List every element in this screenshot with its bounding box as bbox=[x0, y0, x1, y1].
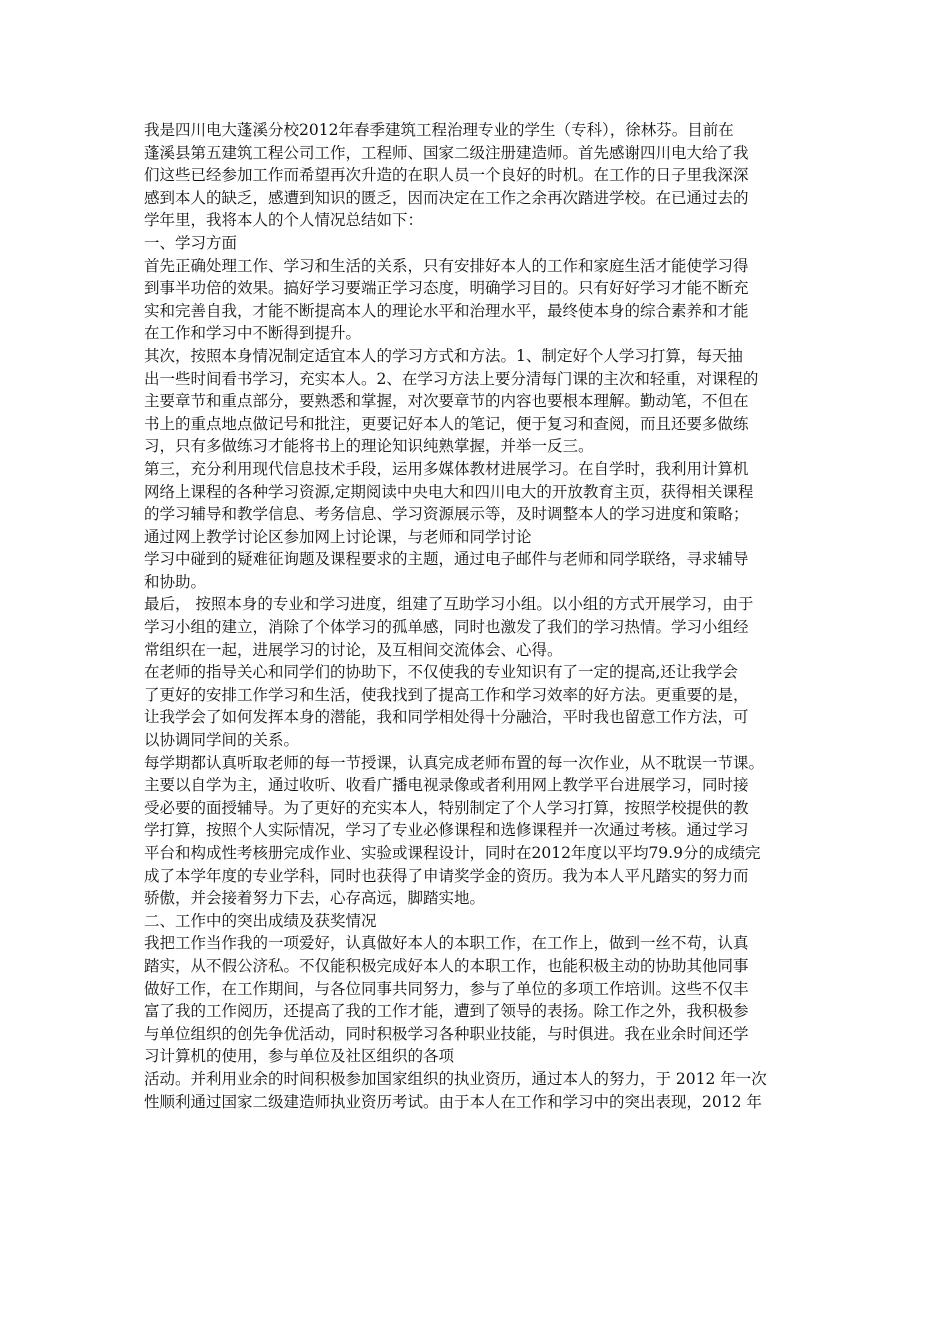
text-line: 我是四川电大蓬溪分校2012年春季建筑工程治理专业的学生（专科），徐林芬。目前在 bbox=[144, 121, 734, 139]
text-line: 做好工作，在工作期间，与各位同事共同努力，参与了单位的多项工作培训。这些不仅丰 bbox=[144, 979, 749, 998]
text-line: 受必要的面授辅导。为了更好的充实本人，特别制定了个人学习打算，按照学校提供的教 bbox=[144, 798, 749, 817]
text-line: 感到本人的缺乏，感遭到知识的匮乏，因而决定在工作之余再次踏进学校。在已通过去的 bbox=[144, 188, 749, 207]
text-line: 与单位组织的创先争优活动，同时积极学习各种职业技能，与时俱进。我在业余时间还学 bbox=[144, 1024, 749, 1043]
text-line: 常组织在一起，进展学习的讨论，及互相间交流体会、心得。 bbox=[144, 640, 563, 659]
text-line: 成了本学年度的专业学科，同时也获得了申请奖学金的资历。我为本人平凡踏实的努力而 bbox=[144, 866, 749, 885]
text-line: 平台和构成性考核册完成作业、实验或课程设计，同时在2012年度以平均79.9分的成绩完 bbox=[144, 844, 761, 862]
text-line: 首先正确处理工作、学习和生活的关系，只有安排好本人的工作和家庭生活才能使学习得 bbox=[144, 256, 749, 275]
document-body bbox=[144, 119, 810, 1113]
text-line: 活动。并利用业余的时间积极参加国家组织的执业资历，通过本人的努力，于 2012 年一次 bbox=[144, 1069, 767, 1088]
text-line: 让我学会了如何发挥本身的潜能，我和同学相处得十分融洽，平时我也留意工作方法，可 bbox=[144, 708, 749, 727]
text-line: 到事半功倍的效果。搞好学习要端正学习态度，明确学习目的。只有好好学习才能不断充 bbox=[144, 279, 749, 298]
text-line: 骄傲，并会接着努力下去，心存高远，脚踏实地。 bbox=[144, 889, 486, 908]
text-line: 出一些时间看书学习，充实本人。2、在学习方法上要分清每门课的主次和轻重，对课程的 bbox=[144, 369, 759, 388]
text-line: 在老师的指导关心和同学们的协助下，不仅使我的专业知识有了一定的提高,还让我学会 bbox=[144, 663, 738, 682]
text-line: 学年里，我将本人的个人情况总结如下： bbox=[144, 211, 424, 230]
text-line: 学习小组的建立，消除了个体学习的孤单感，同时也激发了我们的学习热情。学习小组经 bbox=[144, 618, 749, 637]
text-line: 蓬溪县第五建筑工程公司工作，工程师、国家二级注册建造师。首先感谢四川电大给了我 bbox=[144, 143, 749, 162]
text-line: 主要以自学为主，通过收听、收看广播电视录像或者利用网上教学平台进展学习，同时接 bbox=[144, 776, 749, 795]
text-line: 一、学习方面 bbox=[144, 233, 238, 252]
text-line: 和协助。 bbox=[144, 572, 207, 591]
text-line: 踏实，从不假公济私。不仅能积极完成好本人的本职工作，也能积极主动的协助其他同事 bbox=[144, 956, 749, 975]
text-line: 其次，按照本身情况制定适宜本人的学习方式和方法。1、制定好个人学习打算，每天抽 bbox=[144, 346, 743, 365]
text-line: 富了我的工作阅历，还提高了我的工作才能，遭到了领导的表扬。除工作之外，我积极参 bbox=[144, 1002, 749, 1021]
text-line: 学打算，按照个人实际情况，学习了专业必修课程和选修课程并一次通过考核。通过学习 bbox=[144, 821, 749, 840]
text-line: 学习中碰到的疑难征询题及课程要求的主题，通过电子邮件与老师和同学联络，寻求辅导 bbox=[144, 550, 749, 569]
text-line: 第三，充分利用现代信息技术手段，运用多媒体教材进展学习。在自学时，我利用计算机 bbox=[144, 459, 749, 478]
text-line: 习，只有多做练习才能将书上的理论知识纯熟掌握，并举一反三。 bbox=[144, 437, 594, 456]
text-line: 主要章节和重点部分，要熟悉和掌握，对次要章节的内容也要根本理解。勤动笔，不但在 bbox=[144, 392, 749, 411]
text-line: 们这些已经参加工作而希望再次升造的在职人员一个良好的时机。在工作的日子里我深深 bbox=[144, 166, 749, 185]
text-line: 习计算机的使用，参与单位及社区组织的各项 bbox=[144, 1047, 455, 1066]
text-line: 的学习辅导和教学信息、考务信息、学习资源展示等，及时调整本人的学习进度和策略； bbox=[144, 505, 749, 524]
text-line: 通过网上教学讨论区参加网上讨论课，与老师和同学讨论 bbox=[144, 527, 532, 546]
text-line: 实和完善自我，才能不断提高本人的理论水平和治理水平，最终使本身的综合素养和才能 bbox=[144, 301, 749, 320]
text-line: 在工作和学习中不断得到提升。 bbox=[144, 324, 362, 343]
text-line: 网络上课程的各种学习资源,定期阅读中央电大和四川电大的开放教育主页，获得相关课程 bbox=[144, 482, 754, 501]
text-line: 性顺利通过国家二级建造师执业资历考试。由于本人在工作和学习中的突出表现，2012 年 bbox=[144, 1092, 762, 1111]
text-line: 最后， 按照本身的专业和学习进度，组建了互助学习小组。以小组的方式开展学习，由于 bbox=[144, 595, 754, 614]
text-line: 了更好的安排工作学习和生活，使我找到了提高工作和学习效率的好方法。更重要的是， bbox=[144, 685, 749, 704]
text-line: 我把工作当作我的一项爱好，认真做好本人的本职工作，在工作上，做到一丝不苟，认真 bbox=[144, 934, 749, 953]
text-line: 以协调同学间的关系。 bbox=[144, 731, 300, 750]
text-line: 二、工作中的突出成绩及获奖情况 bbox=[144, 911, 377, 930]
text-line: 每学期都认真听取老师的每一节授课，认真完成老师布置的每一次作业，从不耽误一节课。 bbox=[144, 753, 765, 772]
text-line: 书上的重点地点做记号和批注，更要记好本人的笔记，便于复习和查阅，而且还要多做练 bbox=[144, 414, 749, 433]
